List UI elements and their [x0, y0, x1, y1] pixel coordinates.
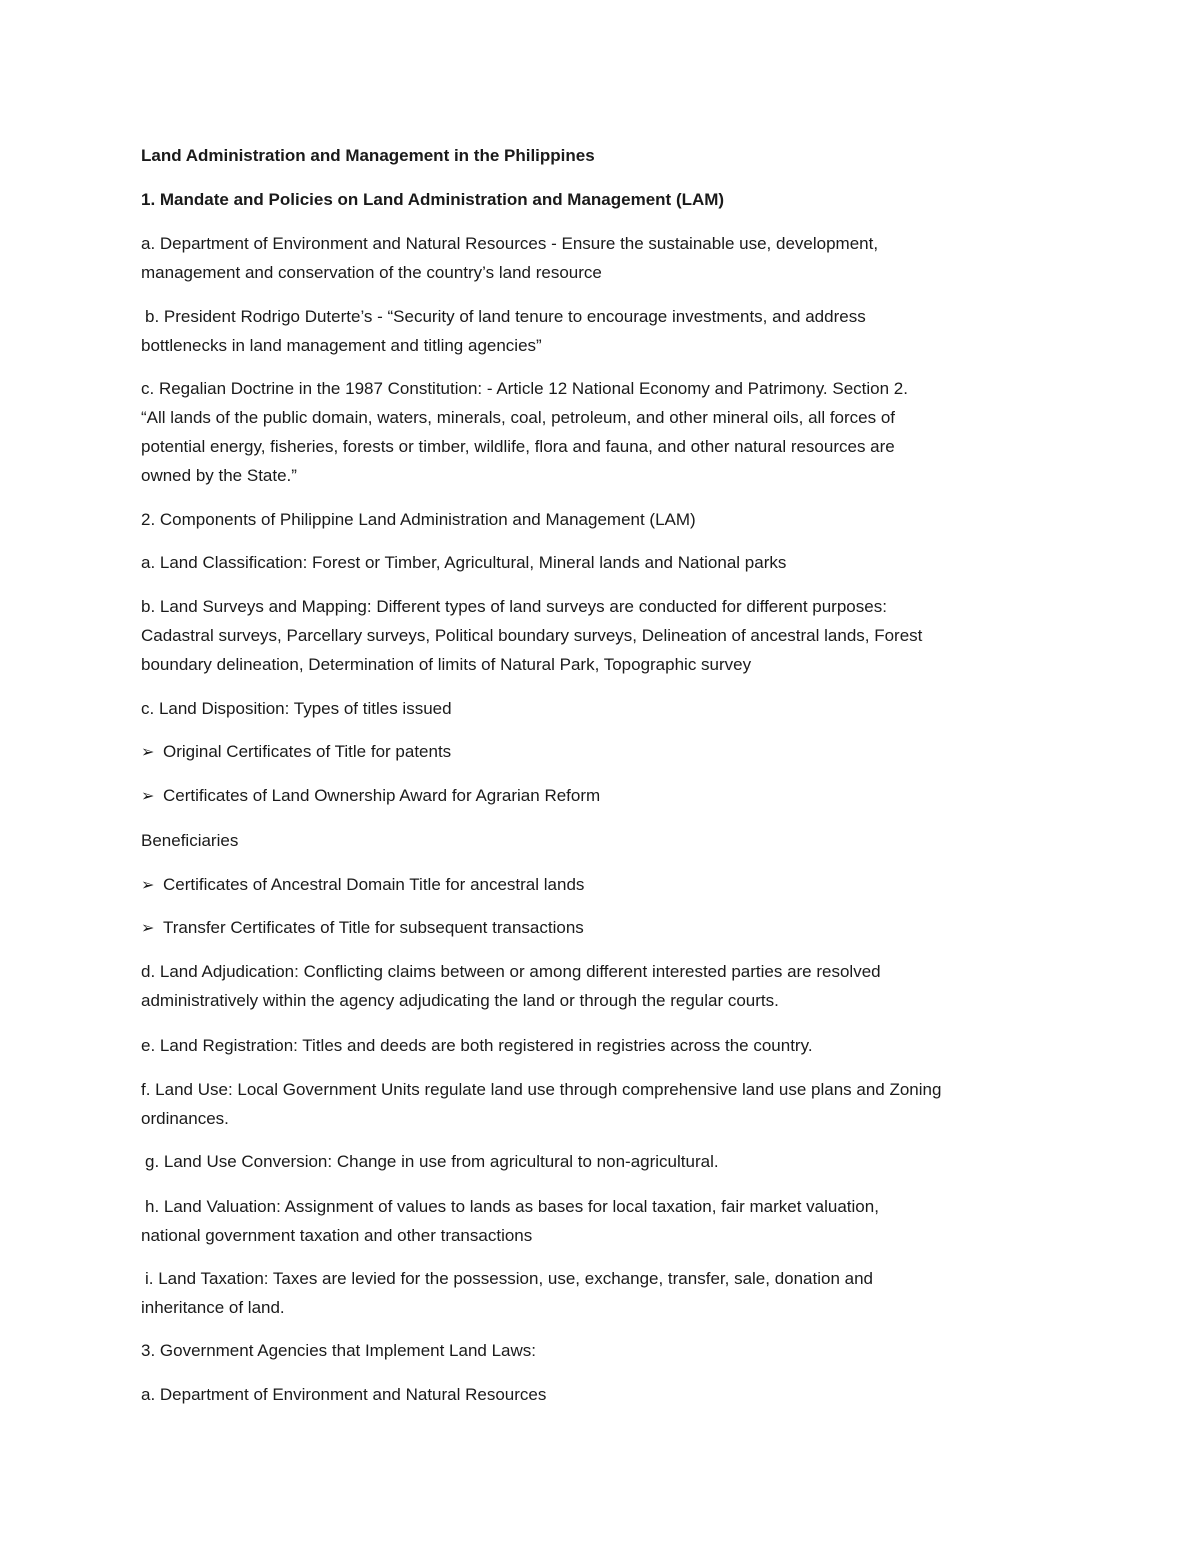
section-2-item-d: d. Land Adjudication: Conflicting claims between or among different interested parties are resolved administratively within the agency adjudicating the land or through the regular courts.: [141, 962, 881, 1010]
document-title: Land Administration and Management in the Philippines: [141, 146, 595, 165]
section-1-item-a: a. Department of Environment and Natural Resources - Ensure the sustainable use, development, management and conservation of the country’s land resource: [141, 234, 879, 282]
section-1-heading: 1. Mandate and Policies on Land Administration and Management (LAM): [141, 190, 725, 209]
section-2-item-e: e. Land Registration: Titles and deeds are both registered in registries across the country.: [141, 1036, 813, 1055]
arrow-bullet-icon: ➢: [141, 875, 155, 894]
bullet-item: [141, 870, 1081, 899]
arrow-bullet-icon: ➢: [141, 918, 155, 937]
arrow-bullet-icon: ➢: [141, 742, 155, 761]
section-2-item-g: g. Land Use Conversion: Change in use from agricultural to non-agricultural.: [145, 1152, 719, 1171]
beneficiaries-text: Beneficiaries: [141, 831, 239, 850]
bullet-text: Certificates of Ancestral Domain Title for ancestral lands: [163, 875, 585, 894]
section-2-item-h: h. Land Valuation: Assignment of values to lands as bases for local taxation, fair market valuation, national government taxation and other transactions: [141, 1197, 879, 1245]
bullet-text: Original Certificates of Title for patents: [163, 742, 452, 761]
bullet-text: Transfer Certificates of Title for subsequent transactions: [163, 918, 584, 937]
section-2-heading: 2. Components of Philippine Land Administration and Management (LAM): [141, 510, 696, 529]
arrow-bullet-icon: ➢: [141, 786, 155, 805]
bullet-item: [141, 781, 1081, 810]
bullet-item: [141, 913, 1081, 942]
section-2-item-a: a. Land Classification: Forest or Timber, Agricultural, Mineral lands and National parks: [141, 553, 787, 572]
section-1-item-c: c. Regalian Doctrine in the 1987 Constitution: - Article 12 National Economy and Patrimony. Section 2. “All lands of the public domain, waters, minerals, coal, petroleum, and other mineral oils, all forces of potential energy, fisheries, forests or timber, wildlife, flora and fauna, and other natural resources are owned by the State.”: [141, 379, 908, 485]
section-2-item-c: c. Land Disposition: Types of titles issued: [141, 699, 452, 718]
bullet-item: [141, 737, 1081, 766]
section-2-item-f: f. Land Use: Local Government Units regulate land use through comprehensive land use plans and Zoning ordinances.: [141, 1080, 942, 1128]
section-1-item-b: b. President Rodrigo Duterte’s - “Security of land tenure to encourage investments, and address bottlenecks in land management and titling agencies”: [141, 307, 866, 355]
section-3-heading: 3. Government Agencies that Implement Land Laws:: [141, 1341, 537, 1360]
bullet-text: Certificates of Land Ownership Award for Agrarian Reform: [163, 786, 601, 805]
section-2-item-i: i. Land Taxation: Taxes are levied for the possession, use, exchange, transfer, sale, donation and inheritance of land.: [141, 1269, 874, 1317]
section-3-item-a: a. Department of Environment and Natural Resources: [141, 1385, 547, 1404]
section-2-item-b: b. Land Surveys and Mapping: Different types of land surveys are conducted for different purposes: Cadastral surveys, Parcellary surveys, Political boundary surveys, Delineation of ancestral lands, Forest boundary delineation, Determination of limits of Natural Park, Topographic survey: [141, 597, 923, 674]
